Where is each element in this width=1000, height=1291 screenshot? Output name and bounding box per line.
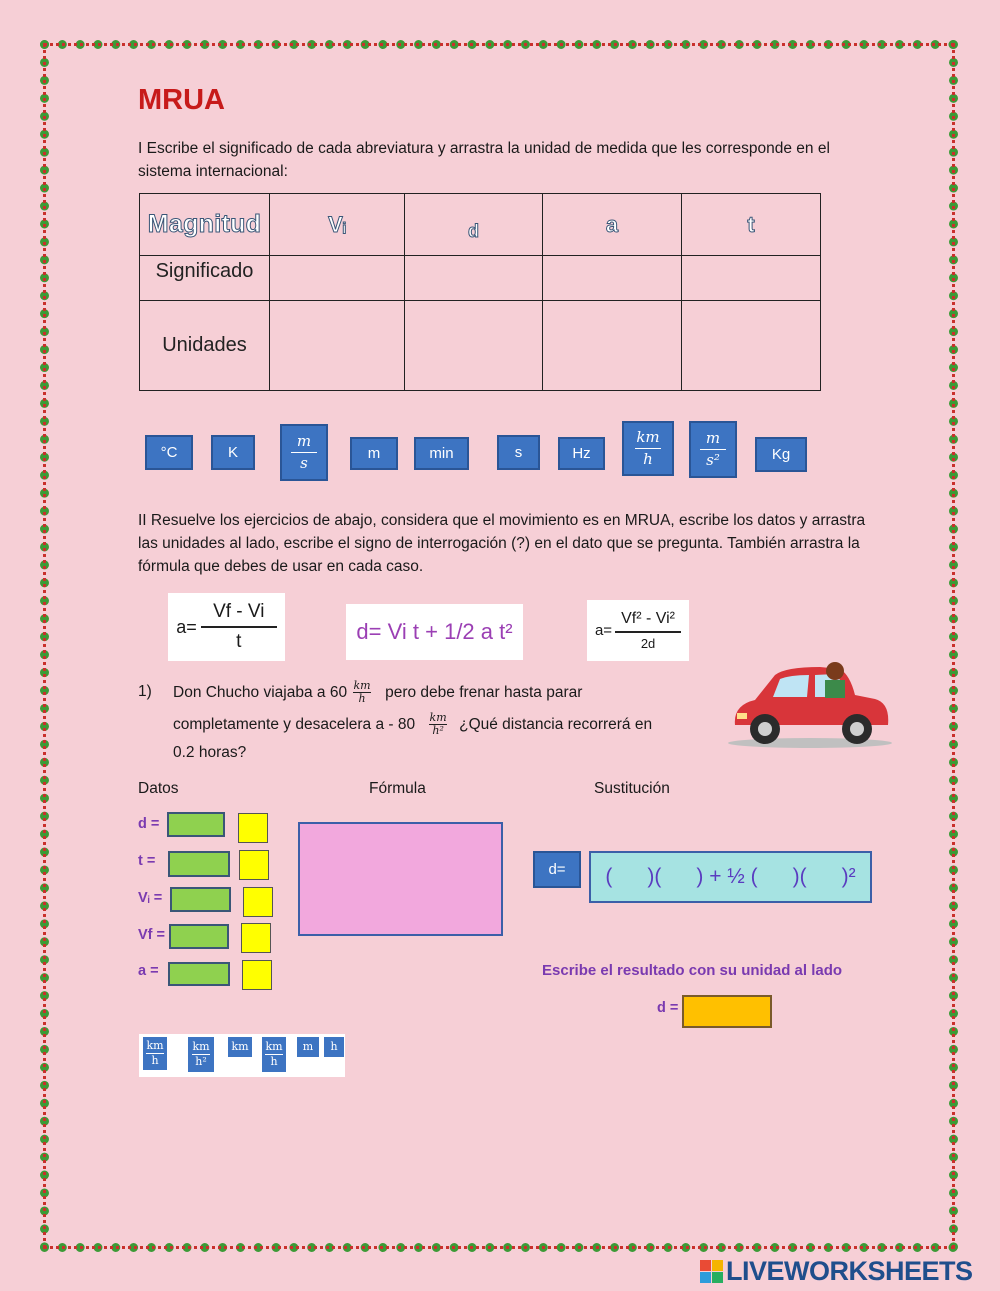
label-d: d = <box>138 816 160 832</box>
brand-logo <box>700 1256 973 1287</box>
row-unidades-label: Unidades <box>140 301 270 391</box>
label-t: t = <box>138 853 156 869</box>
subst-d-label: d= <box>533 851 581 888</box>
header-d: d <box>405 194 543 256</box>
unit-second[interactable]: s <box>497 435 540 470</box>
label-a: a = <box>138 963 159 979</box>
drop-zone[interactable] <box>543 301 682 391</box>
small-unit-km-per-h-2[interactable]: km h <box>262 1037 286 1072</box>
label-vf: Vf = <box>138 927 165 943</box>
drop-unit-vf[interactable] <box>241 923 271 953</box>
input-vi[interactable] <box>170 887 231 912</box>
problem-line-1: Don Chucho viajaba a 60 km h pero debe frenar hasta parar <box>173 679 583 705</box>
result-prompt: Escribe el resultado con su unidad al lado <box>542 962 843 979</box>
small-unit-m[interactable]: m <box>297 1037 319 1057</box>
drop-unit-vi[interactable] <box>243 887 273 917</box>
sustitucion-heading: Sustitución <box>594 780 670 797</box>
label-vi: Vᵢ = <box>138 890 163 906</box>
formula-drop-zone[interactable] <box>298 822 503 936</box>
cell-input[interactable] <box>405 256 543 301</box>
result-input[interactable] <box>682 995 772 1028</box>
substitution-input[interactable]: ( )( ) + ½ ( )( )² <box>589 851 872 903</box>
formula-acceleration-2[interactable]: a= Vf² - Vi² 2d <box>587 600 689 661</box>
drop-unit-d[interactable] <box>238 813 268 843</box>
drop-zone[interactable] <box>682 301 821 391</box>
drop-unit-a[interactable] <box>242 960 272 990</box>
header-t: t <box>682 194 821 256</box>
input-a[interactable] <box>168 962 230 986</box>
drop-zone[interactable] <box>270 301 405 391</box>
header-a: a <box>543 194 682 256</box>
brand-name: LIVEWORKSHEETS <box>726 1256 973 1286</box>
unit-m-per-s2[interactable]: $\frac{m}{\text{s²}}$ <box>689 421 737 478</box>
problem-number: 1) <box>138 683 152 700</box>
cell-input[interactable] <box>270 256 405 301</box>
unit-hertz[interactable]: Hz <box>558 437 605 470</box>
unit-km-per-h[interactable]: $\frac{km}{h}$ <box>622 421 674 476</box>
car-illustration <box>725 655 895 750</box>
header-vi: Vᵢ <box>270 194 405 256</box>
small-unit-km[interactable]: km <box>228 1037 252 1057</box>
input-vf[interactable] <box>169 924 229 949</box>
formula-acceleration[interactable]: a= Vf - Vi t <box>168 593 285 661</box>
problem-line-2: completamente y desacelera a - 80 km h² ¿Qué distancia recorrerá en <box>173 711 653 737</box>
drop-unit-t[interactable] <box>239 850 269 880</box>
unit-minute[interactable]: min <box>414 437 469 470</box>
small-unit-km-per-h[interactable]: km h <box>143 1037 167 1070</box>
row-significado-label: Significado <box>140 256 270 301</box>
formula-distance[interactable]: d= Vi t + 1/2 a t² <box>346 604 523 660</box>
brand-grid-icon <box>700 1260 723 1283</box>
instruction-1: I Escribe el significado de cada abreviatura y arrastra la unidad de medida que les corresponde en el sistema internacional: <box>138 140 830 180</box>
small-unit-h[interactable]: h <box>324 1037 344 1057</box>
cell-input[interactable] <box>682 256 821 301</box>
magnitude-table <box>139 193 821 391</box>
unit-meter[interactable]: m <box>350 437 398 470</box>
unit-m-per-s[interactable]: $\frac{m}{s}$ <box>280 424 328 481</box>
result-label: d = <box>657 1000 679 1016</box>
input-t[interactable] <box>168 851 230 877</box>
datos-heading: Datos <box>138 780 179 797</box>
small-unit-km-per-h2[interactable]: km h² <box>188 1037 214 1072</box>
instruction-2: II Resuelve los ejercicios de abajo, considera que el movimiento es en MRUA, escribe los datos y arrastra las unidades al lado, escribe el signo de interrogación (?) en el dato que se pregunta. También arrastra la fórmula que debes de usar en cada caso. <box>138 512 866 575</box>
unit-kelvin[interactable]: K <box>211 435 255 470</box>
formula-heading: Fórmula <box>369 780 426 797</box>
unit-celsius[interactable]: °C <box>145 435 193 470</box>
input-d[interactable] <box>167 812 225 837</box>
header-magnitud: Magnitud <box>140 194 270 256</box>
unit-kilogram[interactable]: Kg <box>755 437 807 472</box>
cell-input[interactable] <box>543 256 682 301</box>
drop-zone[interactable] <box>405 301 543 391</box>
problem-line-3: 0.2 horas? <box>173 744 247 761</box>
page-title: MRUA <box>138 84 225 116</box>
